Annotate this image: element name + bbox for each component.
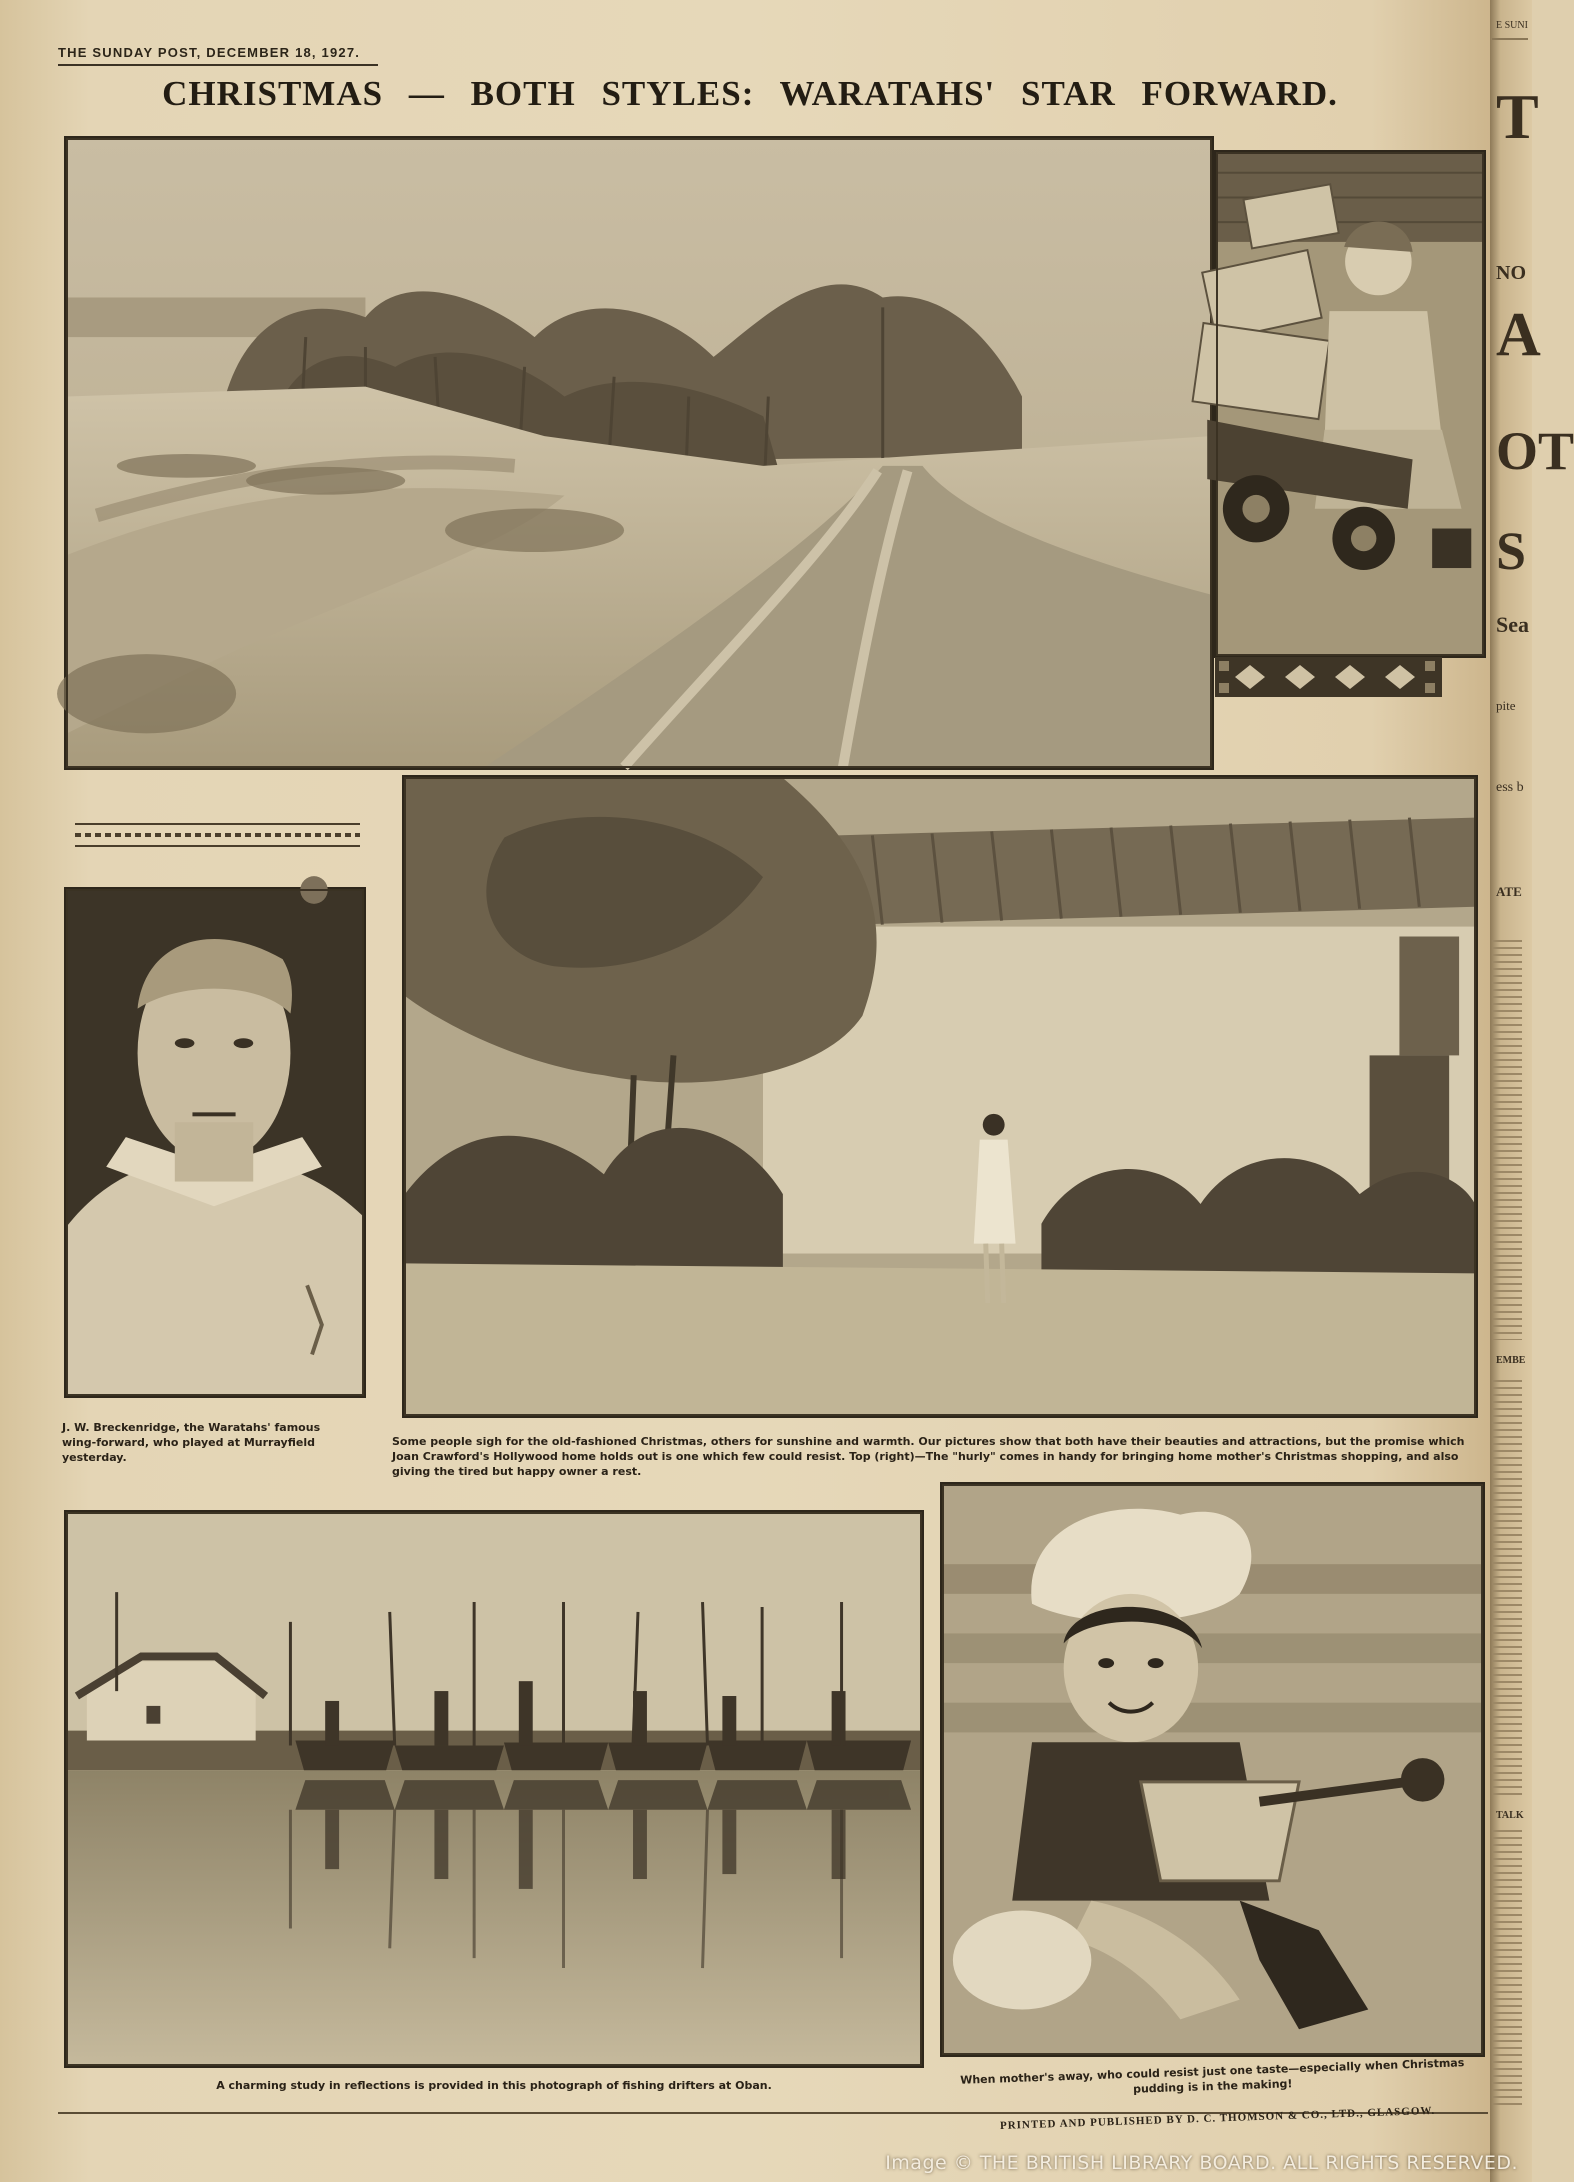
player-caption: J. W. Breckenridge, the Waratahs' famous wing-forward, who played at Murrayfield yesterday. [62,1421,321,1464]
date-line: THE SUNDAY POST, DECEMBER 18, 1927. [58,45,361,60]
page-headline: CHRISTMAS — BOTH STYLES: WARATAHS' STAR FORWARD. [162,74,1338,113]
adjacent-fragment: OT [1496,421,1574,481]
adjacent-fragment: TALK [1496,1810,1524,1821]
printer-imprint: PRINTED AND PUBLISHED BY D. C. THOMSON & CO., LTD., GLASGOW. [999,2104,1436,2132]
adjacent-fragment: Sea [1496,612,1529,637]
child-with-bowl-photo [940,1482,1485,2057]
hollywood-garden-photo [402,775,1478,1418]
child-caption: When mother's away, who could resist just one taste—especially when Christmas pudding is in the making! [959,2056,1465,2096]
decorative-tile-border [1215,657,1442,697]
adjacent-fragment: T [1496,81,1539,152]
adjacent-fragment: A [1496,301,1541,369]
adjacent-fragment: EMBE [1496,1355,1526,1366]
image-credit: Image © THE BRITISH LIBRARY BOARD. ALL RIGHTS RESERVED. [885,2152,1518,2174]
adjacent-page-edge [1490,0,1574,2182]
adjacent-fragment: ess b [1496,780,1524,795]
adjacent-running-head: E SUNI [1496,20,1528,31]
rugby-player-portrait [64,887,366,1398]
adjacent-fragment: pite [1496,698,1516,713]
adjacent-fragment: S [1496,521,1527,581]
decorative-rule [75,823,360,849]
adjacent-fragment: ATE [1496,884,1522,899]
main-caption: Some people sigh for the old-fashioned Christmas, others for sunshine and warmth. Our pictures show that both have their beauties and attractions, but the promise which Joan Crawford's Hollywood home holds out is one which few could resist. Top (right)—The "hurly" comes in handy for bringing home mother's Christmas shopping, and also giving the tired but happy owner a rest. [392,1435,1465,1478]
adjacent-fragment: NO [1496,262,1526,284]
harbour-boats-photo [64,1510,924,2068]
boy-with-cart-photo [1214,150,1486,658]
date-rule [58,64,378,66]
drifters-caption: A charming study in reflections is provided in this photograph of fishing drifters at Oban. [216,2079,772,2092]
snowy-road-photo [64,136,1214,770]
